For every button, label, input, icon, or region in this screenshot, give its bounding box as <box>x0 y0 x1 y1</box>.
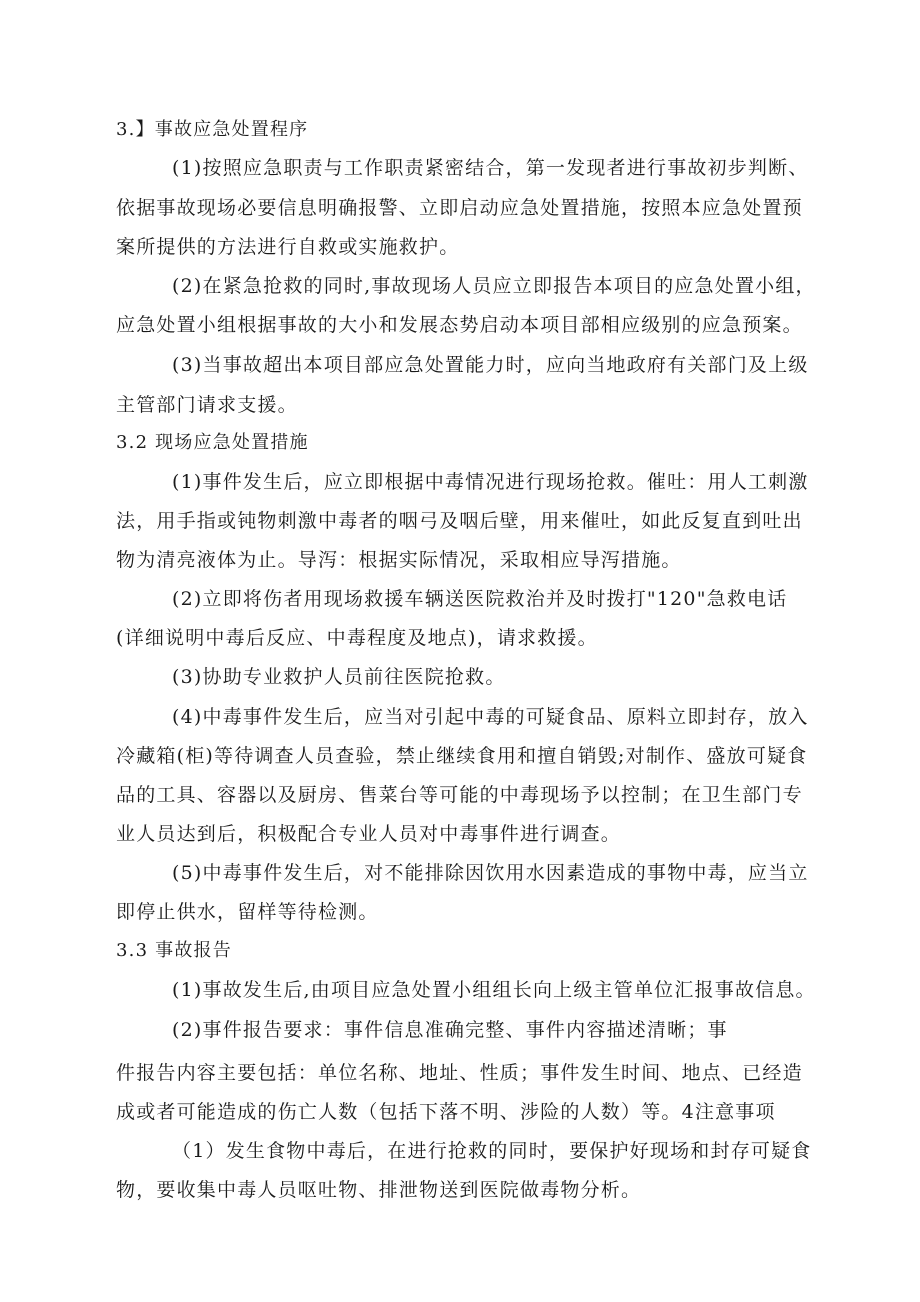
paragraph-line: (5)中毒事件发生后，对不能排除因饮用水因素造成的事物中毒，应当立 <box>172 862 809 884</box>
paragraph-line: 物，要收集中毒人员呕吐物、排泄物送到医院做毒物分析。 <box>116 1179 642 1201</box>
paragraph-line: (3)协助专业救护人员前往医院抢救。 <box>172 666 506 688</box>
paragraph-line: 冷藏箱(柜)等待调查人员查验，禁止继续食用和擅自销毁;对制作、盛放可疑食 <box>116 745 808 767</box>
paragraph-line: 法，用手指或钝物刺激中毒者的咽弓及咽后壁，用来催吐，如此反复直到吐出 <box>116 510 803 532</box>
paragraph-line: 即停止供水，留样等待检测。 <box>116 901 379 923</box>
section-heading-3-2: 3.2 现场应急处置措施 <box>116 432 309 453</box>
paragraph-line: 案所提供的方法进行自救或实施救护。 <box>116 236 460 258</box>
paragraph-line: 主管部门请求支援。 <box>116 394 298 416</box>
paragraph-line: (1)事故发生后,由项目应急处置小组组长向上级主管单位汇报事故信息。 <box>172 979 816 1001</box>
paragraph-line: 物为清亮液体为止。导泻：根据实际情况，采取相应导泻措施。 <box>116 549 682 571</box>
paragraph-line: 件报告内容主要包括：单位名称、地址、性质；事件发生时间、地点、已经造 <box>116 1062 803 1084</box>
section-heading-3-3: 3.3 事故报告 <box>116 940 232 961</box>
paragraph-line: 业人员达到后，积极配合专业人员对中毒事件进行调查。 <box>116 823 622 845</box>
paragraph-line: 依据事故现场必要信息明确报警、立即启动应急处置措施，按照本应急处置预 <box>116 197 803 219</box>
paragraph-line: (详细说明中毒后反应、中毒程度及地点)，请求救援。 <box>116 627 598 649</box>
paragraph-line: (2)在紧急抢救的同时,事故现场人员应立即报告本项目的应急处置小组， <box>172 275 816 297</box>
paragraph-line: (1)事件发生后，应立即根据中毒情况进行现场抢救。催吐：用人工刺激 <box>172 471 809 493</box>
paragraph-line: （1）发生食物中毒后，在进行抢救的同时，要保护好现场和封存可疑食 <box>172 1140 812 1162</box>
paragraph-line: 成或者可能造成的伤亡人数（包括下落不明、涉险的人数）等。4注意事项 <box>116 1101 776 1123</box>
paragraph-line: (2)立即将伤者用现场救援车辆送医院救治并及时拨打"120"急救电话 <box>172 588 788 610</box>
paragraph-line: (3)当事故超出本项目部应急处置能力时，应向当地政府有关部门及上级 <box>172 354 809 376</box>
paragraph-line: 应急处置小组根据事故的大小和发展态势启动本项目部相应级别的应急预案。 <box>116 314 803 336</box>
paragraph-line: (1)按照应急职责与工作职责紧密结合，第一发现者进行事故初步判断、 <box>172 157 809 179</box>
paragraph-line: (2)事件报告要求：事件信息准确完整、事件内容描述清晰；事 <box>172 1019 728 1041</box>
section-heading-3-1: 3.】事故应急处置程序 <box>116 119 309 140</box>
paragraph-line: (4)中毒事件发生后，应当对引起中毒的可疑食品、原料立即封存，放入 <box>172 706 809 728</box>
paragraph-line: 品的工具、容器以及厨房、售菜台等可能的中毒现场予以控制；在卫生部门专 <box>116 784 803 806</box>
